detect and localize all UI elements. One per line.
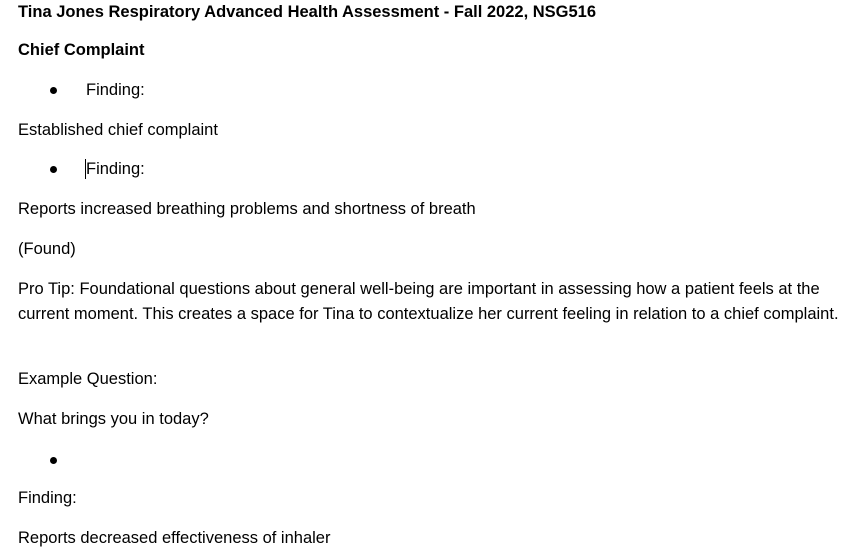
example-question-text: What brings you in today? xyxy=(18,410,209,428)
paragraph-text: Reports increased breathing problems and shortness of breath xyxy=(18,200,476,218)
found-label: (Found) xyxy=(18,240,76,258)
paragraph-text: Established chief complaint xyxy=(18,121,218,139)
document-title: Tina Jones Respiratory Advanced Health Assessment - Fall 2022, NSG516 xyxy=(18,3,597,21)
bullet-text: Finding: xyxy=(86,81,145,99)
finding-label: Finding: xyxy=(18,489,77,507)
bullet-item xyxy=(0,78,849,103)
paragraph-text: Reports decreased effectiveness of inhaler xyxy=(18,529,331,547)
bullet-icon xyxy=(50,87,57,94)
bullet-text: Finding: xyxy=(86,160,145,178)
bullet-icon xyxy=(50,166,57,173)
empty-bullet-item xyxy=(0,448,849,473)
bullet-item xyxy=(0,157,849,182)
bullet-icon xyxy=(50,457,57,464)
pro-tip-paragraph: Pro Tip: Foundational questions about general well-being are important in assessing how a patient feels at the current moment. This creates a space for Tina to contextualize her current feeling in relation to a chief complaint. xyxy=(18,280,839,323)
section-heading: Chief Complaint xyxy=(18,41,145,59)
example-question-label: Example Question: xyxy=(18,370,158,388)
